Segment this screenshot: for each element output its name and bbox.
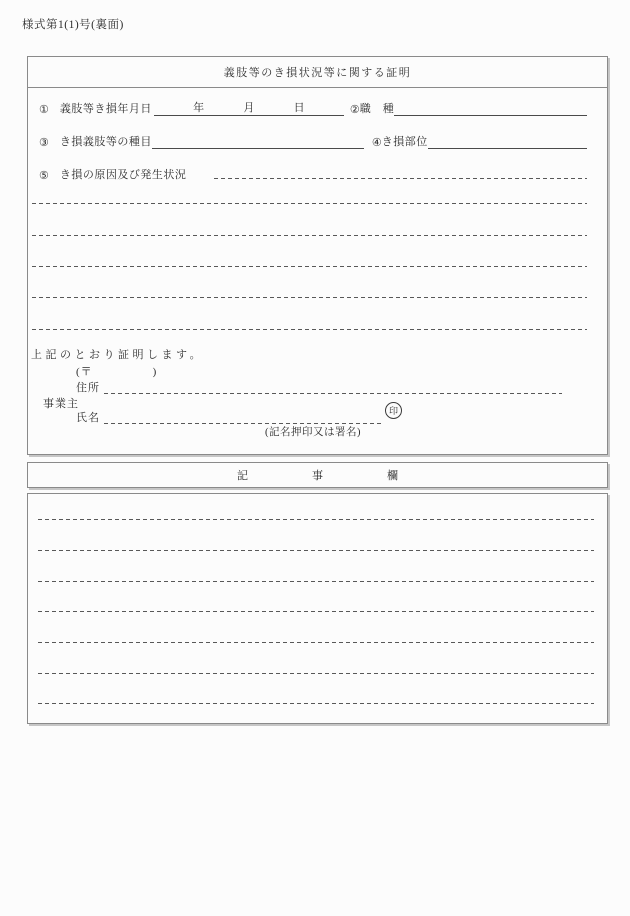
seal-char: 印 — [388, 406, 398, 416]
seal-note: (記名押印又は署名) — [265, 427, 361, 438]
notes-writing-line[interactable] — [38, 519, 594, 520]
damaged-item-row — [39, 132, 587, 149]
form-number: 様式第1(1)号(裏面) — [22, 19, 124, 31]
certificate-box — [27, 56, 608, 455]
day-label: 日 — [293, 102, 305, 114]
cause-writing-line[interactable] — [32, 329, 587, 330]
notes-header-box — [27, 462, 608, 488]
field2-number: ② — [349, 104, 360, 116]
address-field[interactable] — [104, 393, 562, 394]
seal-icon — [385, 402, 402, 419]
address-label: 住所 — [76, 382, 100, 394]
field5-number: ⑤ — [39, 170, 49, 182]
field3-label: き損義肢等の種目 — [59, 136, 152, 148]
field2-label: 職 種 — [359, 103, 395, 115]
damaged-item-field[interactable] — [152, 148, 364, 149]
damage-date-row — [39, 99, 587, 116]
employer-label: 事業主 — [43, 398, 79, 410]
field4-number: ④ — [371, 137, 382, 149]
notes-body-box — [27, 493, 608, 724]
postal-code-mark: (〒 ) — [76, 366, 158, 378]
cause-writing-line[interactable] — [32, 266, 587, 267]
damage-date-field[interactable] — [154, 99, 344, 116]
notes-title-char-2: 事 — [312, 470, 323, 482]
notes-title-char-1: 記 — [237, 470, 248, 482]
occupation-field[interactable] — [394, 115, 587, 116]
notes-writing-line[interactable] — [38, 642, 594, 643]
damaged-part-field[interactable] — [428, 148, 587, 149]
cause-writing-line[interactable] — [32, 297, 587, 298]
notes-writing-line[interactable] — [38, 550, 594, 551]
notes-title-char-3: 欄 — [387, 470, 398, 482]
notes-writing-line[interactable] — [38, 581, 594, 582]
field1-number: ① — [39, 104, 49, 116]
cause-writing-line[interactable] — [32, 203, 587, 204]
notes-writing-line[interactable] — [38, 673, 594, 674]
cause-writing-line[interactable] — [32, 235, 587, 236]
notes-writing-line[interactable] — [38, 611, 594, 612]
field3-number: ③ — [39, 137, 49, 149]
cause-row — [39, 165, 587, 182]
field1-label: 義肢等き損年月日 — [59, 103, 152, 115]
cause-field[interactable] — [214, 178, 587, 179]
field5-label: き損の原因及び発生状況 — [59, 169, 187, 181]
certify-statement: 上記のとおり証明します。 — [31, 349, 205, 361]
name-label: 氏名 — [76, 412, 100, 424]
field4-label: き損部位 — [381, 136, 428, 148]
year-label: 年 — [193, 102, 205, 114]
month-label: 月 — [243, 102, 255, 114]
certificate-title: 義肢等のき損状況等に関する証明 — [28, 57, 607, 88]
notes-writing-line[interactable] — [38, 703, 594, 704]
